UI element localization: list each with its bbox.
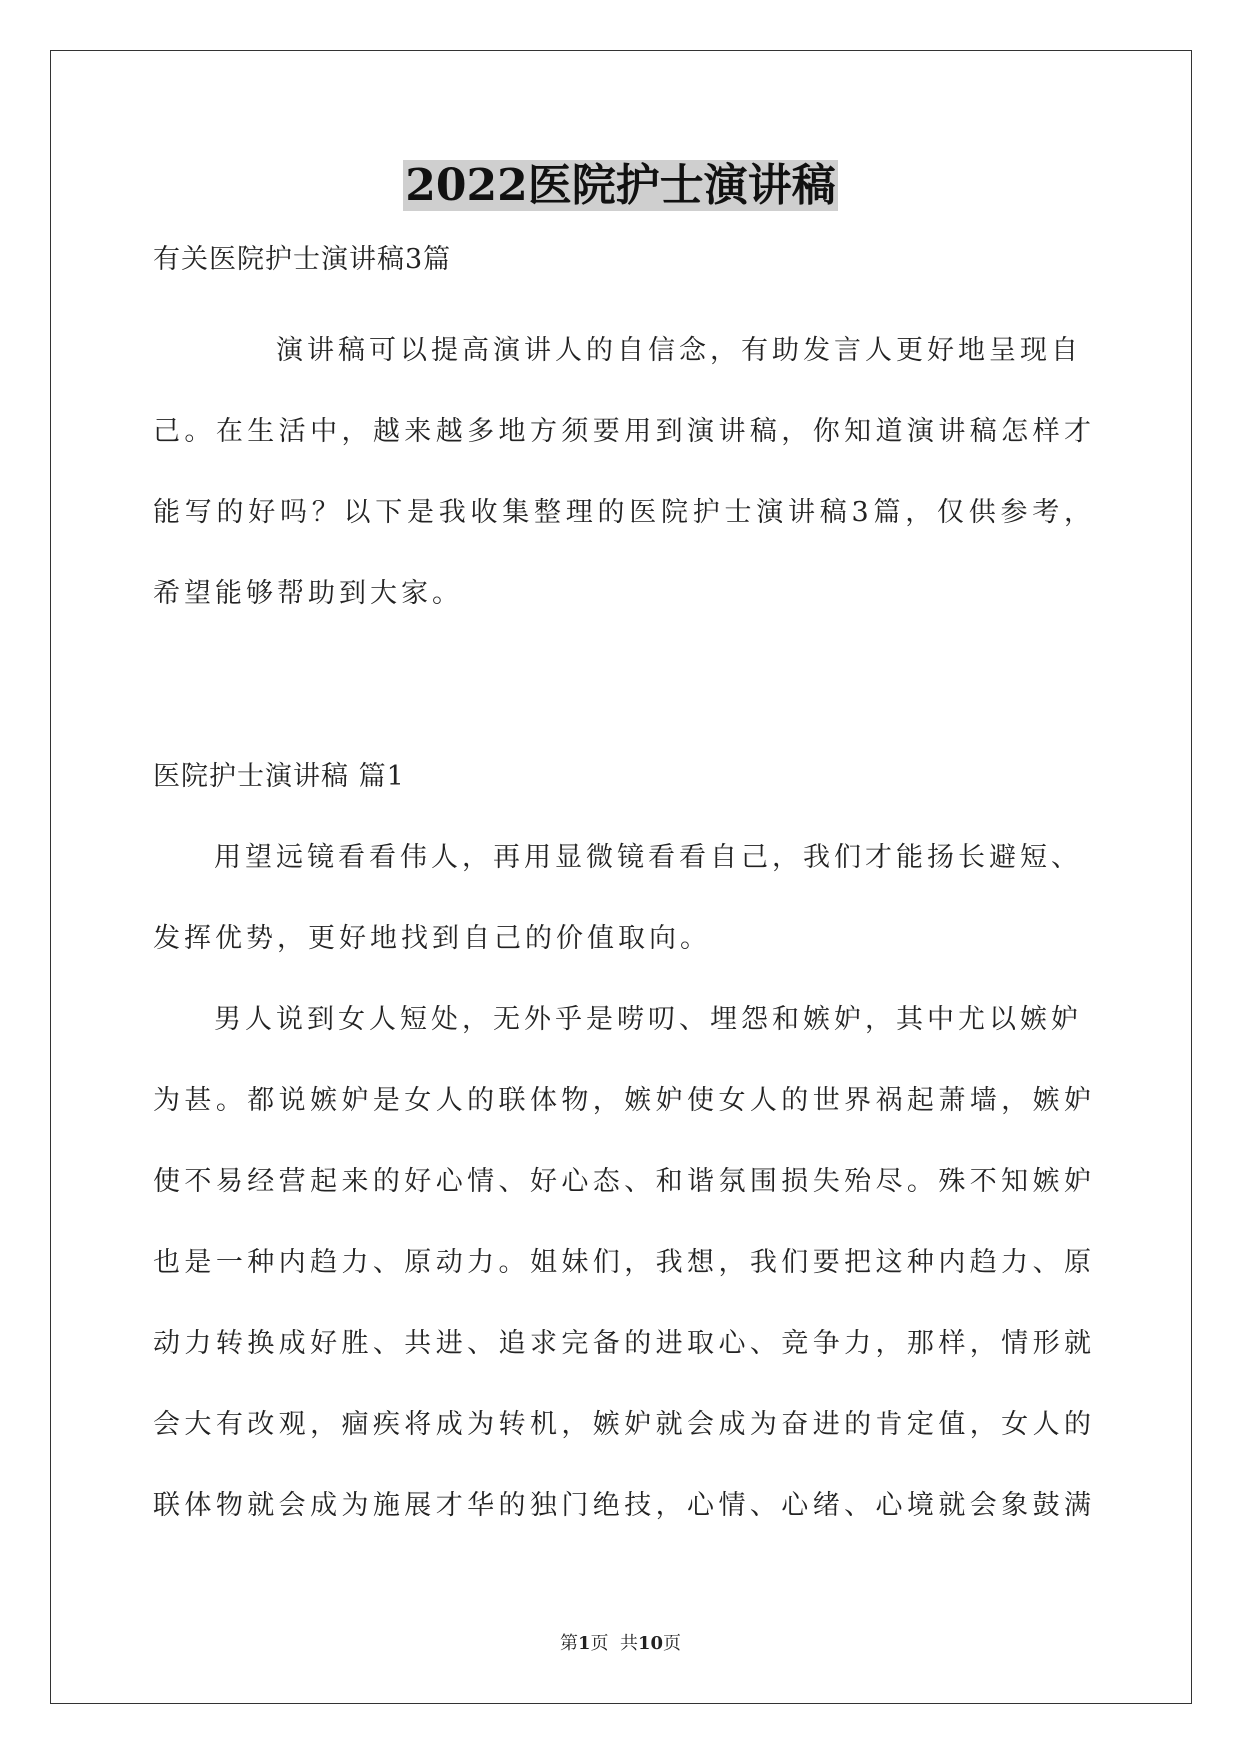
document-title [0, 158, 1241, 214]
paragraph2-line-7: 联体物就会成为施展才华的独门绝技，心情、心绪、心境就会象鼓满 [153, 1490, 1091, 1521]
footer-page-number: 1 [577, 1633, 591, 1654]
paragraph2-line-1: 男人说到女人短处，无外乎是唠叨、埋怨和嫉妒，其中尤以嫉妒 [214, 1004, 1082, 1035]
paragraph2-line-3: 使不易经营起来的好心情、好心态、和谐氛围损失殆尽。殊不知嫉妒 [153, 1166, 1091, 1197]
footer-page-mid: 页 共 [590, 1633, 638, 1654]
intro-line-3: 能写的好吗？以下是我收集整理的医院护士演讲稿3篇，仅供参考， [153, 497, 1091, 528]
footer-page-suffix: 页 [663, 1633, 682, 1654]
paragraph2-line-6: 会大有改观，痼疾将成为转机，嫉妒就会成为奋进的肯定值，女人的 [153, 1409, 1091, 1440]
paragraph1-line-2: 发挥优势，更好地找到自己的价值取向。 [153, 923, 711, 954]
footer-total-pages: 10 [637, 1633, 664, 1654]
document-title-text: 2022医院护士演讲稿 [405, 160, 836, 211]
paragraph2-line-5: 动力转换成好胜、共进、追求完备的进取心、竞争力，那样，情形就 [153, 1328, 1091, 1359]
footer-page-prefix: 第 [559, 1633, 578, 1654]
intro-line-4: 希望能够帮助到大家。 [153, 578, 463, 609]
paragraph1-line-1: 用望远镜看看伟人，再用显微镜看看自己，我们才能扬长避短、 [214, 842, 1082, 873]
page-footer [0, 1632, 1241, 1656]
section-heading-1: 医院护士演讲稿 篇1 [153, 761, 405, 792]
intro-line-2: 己。在生活中，越来越多地方须要用到演讲稿，你知道演讲稿怎样才 [153, 416, 1091, 447]
intro-line-1: 演讲稿可以提高演讲人的自信念，有助发言人更好地呈现自 [276, 335, 1082, 366]
document-subtitle: 有关医院护士演讲稿3篇 [153, 244, 452, 275]
paragraph2-line-2: 为甚。都说嫉妒是女人的联体物，嫉妒使女人的世界祸起萧墙，嫉妒 [153, 1085, 1091, 1116]
paragraph2-line-4: 也是一种内趋力、原动力。姐妹们，我想，我们要把这种内趋力、原 [153, 1247, 1091, 1278]
